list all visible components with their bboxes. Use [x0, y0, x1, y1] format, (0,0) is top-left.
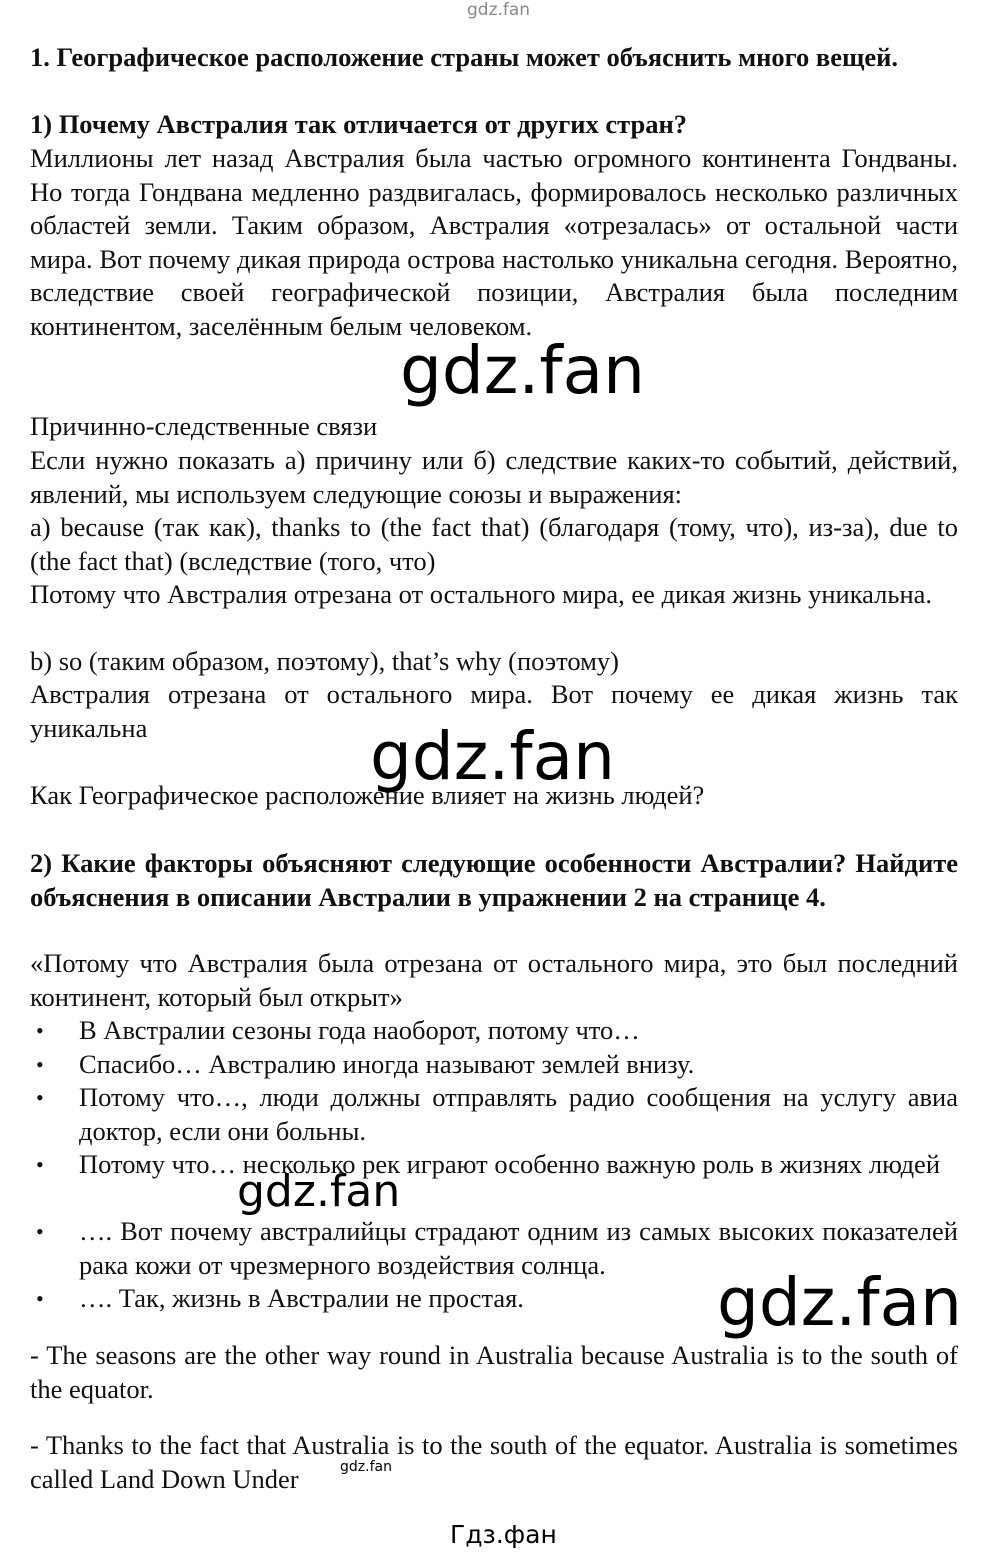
- answer-2: - Thanks to the fact that Australia is to the south of the equator. Australia is sometimes called Land Down Under: [30, 1430, 958, 1494]
- paragraph-gondwana: Миллионы лет назад Австралия была частью огромного континента Гондваны. Но тогда Гондвана медленно раздвигалась, формировалось несколько различных областей земли. Таким образом, Австралия «отрезалась» от остальной части мира. Вот почему дикая природа острова настолько уникальна сегодня. Вероятно, вследствие своей географической позиции, Австралия была последним континентом, заселённым белым человеком.: [30, 143, 958, 341]
- bullet-icon: •: [36, 1085, 44, 1110]
- footer-watermark: Гдз.фан: [450, 1520, 557, 1549]
- watermark: gdz.fan: [717, 1264, 962, 1341]
- cause-a-example: Потому что Австралия отрезана от остального мира, ее дикая жизнь уникальна.: [30, 579, 933, 609]
- bullet-icon: •: [36, 1219, 44, 1244]
- list-item: [30, 1048, 958, 1082]
- bullet-icon: •: [36, 1052, 44, 1077]
- watermark-small: gdz.fan: [340, 1459, 392, 1475]
- heading-1: 1. Географическое расположение страны может объяснить много вещей.: [30, 42, 898, 72]
- watermark: gdz.fan: [370, 718, 615, 795]
- bullet-icon: •: [36, 1018, 44, 1043]
- cause-b: b) so (таким образом, поэтому), that’s why (поэтому): [30, 646, 619, 676]
- list-item-text: Спасибо… Австралию иногда называют землей внизу.: [79, 1049, 695, 1079]
- watermark-top: gdz.fan: [467, 0, 531, 20]
- list-item-text: Потому что…, люди должны отправлять радио сообщения на услугу авиа доктор, если они больны.: [79, 1082, 958, 1146]
- cause-title: Причинно-следственные связи: [30, 411, 378, 441]
- list-item-text: …. Так, жизнь в Австралии не простая.: [79, 1283, 524, 1313]
- list-item-text: В Австралии сезоны года наоборот, потому что…: [79, 1015, 640, 1045]
- heading-1-1: 1) Почему Австралия так отличается от других стран?: [30, 109, 687, 139]
- bullet-icon: •: [36, 1286, 44, 1311]
- watermark: gdz.fan: [237, 1166, 401, 1217]
- answer-1: - The seasons are the other way round in Australia because Australia is to the south of the equator.: [30, 1340, 958, 1404]
- bullet-icon: •: [36, 1152, 44, 1177]
- list-item-text: Потому что… несколько рек играют особенно важную роль в жизнях людей: [79, 1149, 941, 1179]
- list-item: [30, 1148, 958, 1182]
- quote-text: «Потому что Австралия была отрезана от остального мира, это был последний континент, который был открыт»: [30, 948, 958, 1012]
- heading-2: 2) Какие факторы объясняют следующие особенности Австралии? Найдите объяснения в описании Австралии в упражнении 2 на странице 4.: [30, 848, 958, 912]
- cause-intro: Если нужно показать а) причину или б) следствие каких-то событий, действий, явлений, мы используем следующие союзы и выражения:: [30, 445, 958, 509]
- cause-b-example: Австралия отрезана от остального мира. Вот почему ее дикая жизнь так уникальна: [30, 679, 958, 743]
- list-item: [30, 1081, 958, 1148]
- list-item-text: …. Вот почему австралийцы страдают одним из самых высоких показателей рака кожи от чрезмерного воздействия солнца.: [79, 1216, 958, 1280]
- cause-a: a) because (так как), thanks to (the fact that) (благодаря (тому, что), из-за), due to (the fact that) (вследствие (того, что): [30, 512, 958, 576]
- question-text: Как Географическое расположение влияет на жизнь людей?: [30, 780, 705, 810]
- list-item: [30, 1014, 958, 1048]
- watermark: gdz.fan: [400, 332, 645, 409]
